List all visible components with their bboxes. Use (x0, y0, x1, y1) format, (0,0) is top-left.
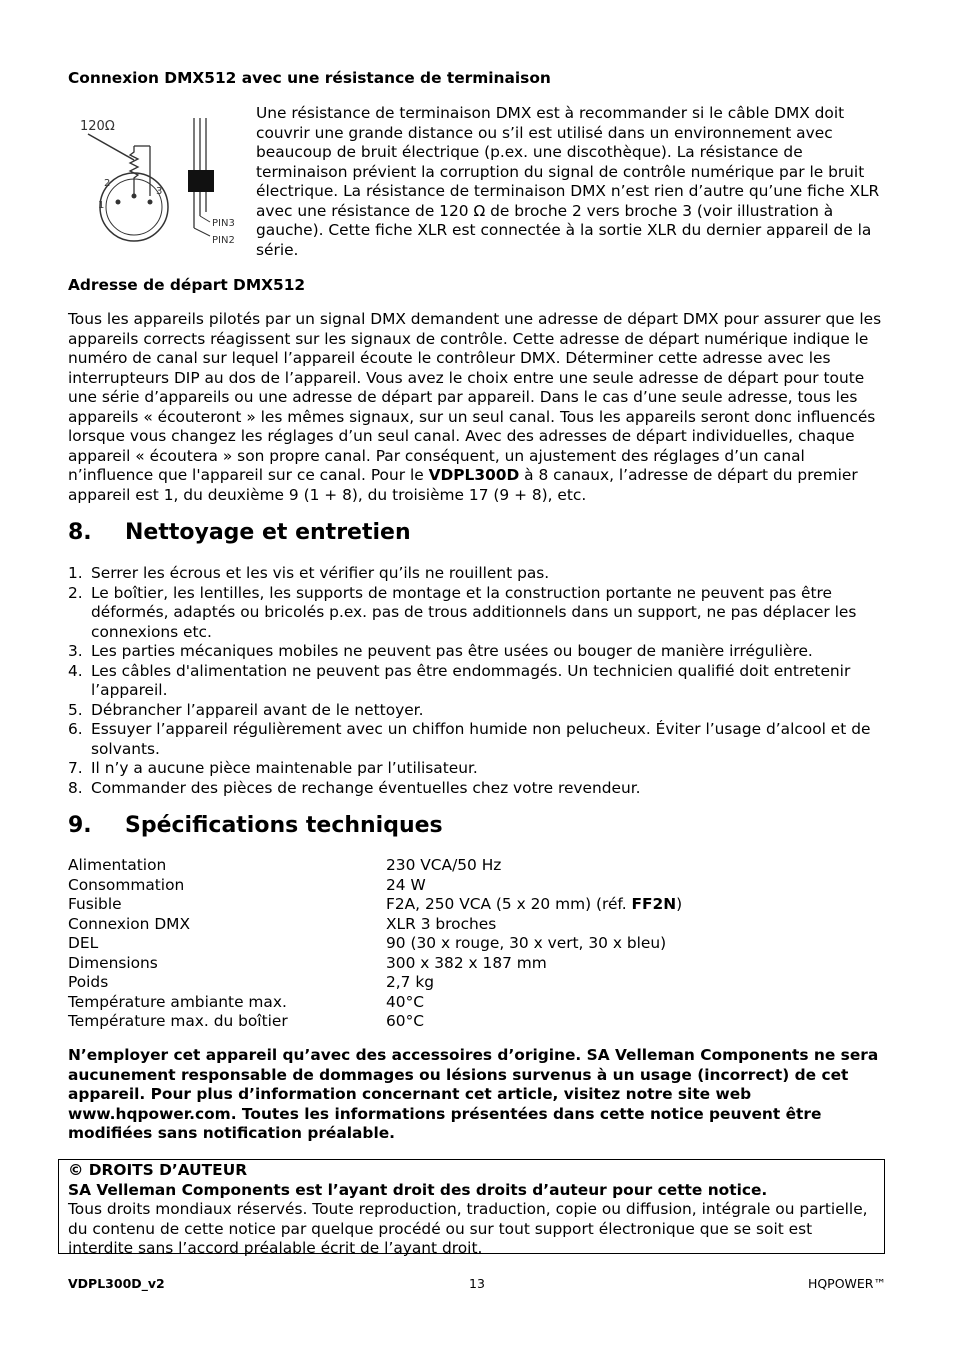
spec-value-text: 230 VCA/50 Hz (386, 856, 502, 874)
spec-label: Connexion DMX (68, 914, 190, 933)
list-item-number: 7. (68, 759, 83, 777)
spec-value-text: 40°C (386, 992, 425, 1011)
list-item-number: 8. (68, 778, 83, 797)
list-item-text: Les câbles d'alimentation ne peuvent pas être endommagés. Un technicien qualifié doit entretenir l’appareil. (91, 661, 851, 699)
dmx-termination-heading: Connexion DMX512 avec une résistance de terminaison (68, 69, 551, 87)
footer-model: VDPL300D_v2 (68, 1276, 165, 1291)
list-item-text: Il n’y a aucune pièce maintenable par l’utilisateur. (91, 759, 478, 777)
table-row (68, 1012, 682, 1032)
copyright-box (58, 1159, 885, 1257)
spec-value-text: 300 x 382 x 187 mm (386, 953, 547, 972)
list-item-text: Commander des pièces de rechange éventuelles chez votre revendeur. (91, 778, 641, 797)
list-item (68, 720, 886, 759)
section-8-number: 8. (68, 520, 92, 545)
list-item (68, 759, 886, 779)
pin-label-2: 2 (104, 178, 111, 189)
list-item (68, 779, 886, 799)
spec-label: Température ambiante max. (68, 992, 287, 1011)
spec-value-text: 60°C (386, 1012, 425, 1030)
table-row (68, 973, 682, 993)
maintenance-list (68, 564, 886, 798)
list-item (68, 564, 886, 584)
list-item-text: Le boîtier, les lentilles, les supports de montage et la construction portante ne peuvent pas être déformés, adaptés ou bricolés p.ex. pas de trous additionnels dans un support, ne pas déplacer les connexions etc. (91, 583, 857, 641)
spec-value-text: F2A, 250 VCA (5 x 20 mm) (réf. (386, 895, 632, 913)
spec-value (386, 934, 682, 954)
list-item-number: 3. (68, 642, 83, 660)
spec-value (386, 915, 682, 935)
copyright-text: Tous droits mondiaux réservés. Toute reproduction, traduction, copie ou diffusion, intégrale ou partielle, du contenu de cette notice par quelque procédé ou sur tout support électronique que se soit est interdite sans l’accord préalable écrit de l’ayant droit. (68, 1200, 868, 1257)
spec-value (386, 876, 682, 896)
section-8-heading (68, 519, 411, 547)
dmx-address-text (68, 310, 886, 505)
dmx-address-text-part1: Tous les appareils pilotés par un signal DMX demandent une adresse de départ DMX pour assurer que les appareils corrects réagissent sur les signaux de contrôle. Cette adresse de départ numérique indique le numéro de canal sur lequel l’appareil écoute le contrôleur DMX. Déterminer cette adresse avec les interrupteurs DIP au dos de l’appareil. Vous avez le choix entre une seule adresse de départ pour toute une série d’appareils ou une adresse de départ par appareil. Dans le cas d’une seule adresse, tous les appareils « écouteront » les mêmes signaux, sur un seul canal. Tous les appareils seront donc influencés lorsque vous changez les réglages d’un seul canal. Avec des adresses de départ individuelles, chaque appareil « écoutera » son propre canal. Par conséquent, un ajustement des réglages d’un canal n’influence que l'appareil sur ce canal. Pour le (68, 310, 882, 484)
spec-value (386, 856, 682, 876)
list-item-number: 1. (68, 564, 83, 582)
spec-label: Température max. du boîtier (68, 1012, 288, 1030)
list-item (68, 642, 886, 662)
table-row (68, 856, 682, 876)
spec-value-text: 2,7 kg (386, 973, 435, 991)
list-item-text: Les parties mécaniques mobiles ne peuvent pas être usées ou bouger de manière irrégulière. (91, 642, 813, 660)
dmx-termination-text: Une résistance de terminaison DMX est à recommander si le câble DMX doit couvrir une grande distance ou s’il est utilisé dans un environnement avec beaucoup de bruit électrique (p.ex. une discothèque). La résistance de terminaison prévient la corruption du signal de contrôle numérique par le bruit électrique. La résistance de terminaison DMX n’est rien d’autre qu’une fiche XLR avec une résistance de 120 Ω de broche 2 vers broche 3 (voir illustration à gauche). Cette fiche XLR est connectée à la sortie XLR du dernier appareil de la série. (256, 104, 880, 259)
section-9-heading (68, 812, 443, 840)
spec-value-text: 90 (30 x rouge, 30 x vert, 30 x bleu) (386, 934, 667, 952)
table-row (68, 915, 682, 935)
spec-label: DEL (68, 934, 99, 952)
table-row (68, 993, 682, 1013)
list-item-number: 2. (68, 583, 83, 602)
xlr-termination-diagram (76, 112, 246, 252)
spec-value-suffix: ) (676, 895, 683, 913)
pin2-label: PIN2 (212, 235, 235, 246)
spec-value (386, 993, 682, 1013)
spec-label: Alimentation (68, 856, 167, 874)
copyright-title: © DROITS D’AUTEUR (68, 1161, 248, 1179)
list-item-number: 5. (68, 700, 83, 719)
list-item-number: 6. (68, 720, 83, 738)
spec-label: Fusible (68, 895, 122, 913)
section-8-title: Nettoyage et entretien (125, 520, 411, 545)
spec-value-ref: FF2N (631, 895, 677, 913)
list-item-text: Essuyer l’appareil régulièrement avec un chiffon humide non pelucheux. Éviter l’usage d’alcool et de solvants. (91, 720, 871, 758)
spec-value (386, 895, 682, 915)
spec-table (68, 856, 682, 1032)
resistor-label: 120Ω (80, 119, 115, 134)
spec-value (386, 954, 682, 974)
section-9-number: 9. (68, 813, 92, 838)
spec-label: Consommation (68, 875, 185, 894)
list-item-text: Serrer les écrous et les vis et vérifier qu’ils ne rouillent pas. (91, 564, 550, 582)
disclaimer-text: N’employer cet appareil qu’avec des accessoires d’origine. SA Velleman Components ne sera aucunement responsable de dommages ou lésions survenus à un usage (incorrect) de cet appareil. Pour plus d’information concernant cet article, visitez notre site web www.hqpower.com. Toutes les informations présentées dans cette notice peuvent être modifiées sans notification préalable. (68, 1046, 879, 1142)
footer-page-number: 13 (469, 1276, 485, 1291)
spec-label: Dimensions (68, 953, 158, 972)
table-row (68, 876, 682, 896)
pin-label-3: 3 (156, 186, 163, 197)
section-9-title: Spécifications techniques (125, 813, 443, 838)
list-item-text: Débrancher l’appareil avant de le nettoyer. (91, 700, 424, 719)
copyright-owner: SA Velleman Components est l’ayant droit des droits d’auteur pour cette notice. (68, 1180, 768, 1199)
list-item (68, 662, 886, 701)
spec-value-text: 24 W (386, 875, 426, 894)
dmx-address-text-part2: à 8 canaux, l’adresse de départ du premier appareil est 1, du deuxième 9 (1 + 8), du troisième 17 (9 + 8), etc. (68, 466, 858, 504)
table-row (68, 895, 682, 915)
table-row (68, 934, 682, 954)
pin3-label: PIN3 (212, 218, 235, 229)
list-item (68, 584, 886, 643)
list-item-number: 4. (68, 661, 83, 680)
spec-label: Poids (68, 973, 109, 991)
list-item (68, 701, 886, 721)
dmx-address-heading: Adresse de départ DMX512 (68, 276, 306, 294)
model-name: VDPL300D (428, 466, 520, 484)
footer-brand: HQPOWER™ (807, 1276, 886, 1291)
pin-label-1: 1 (98, 200, 105, 211)
spec-value-text: XLR 3 broches (386, 914, 497, 933)
table-row (68, 954, 682, 974)
spec-value (386, 1012, 682, 1032)
spec-value (386, 973, 682, 993)
